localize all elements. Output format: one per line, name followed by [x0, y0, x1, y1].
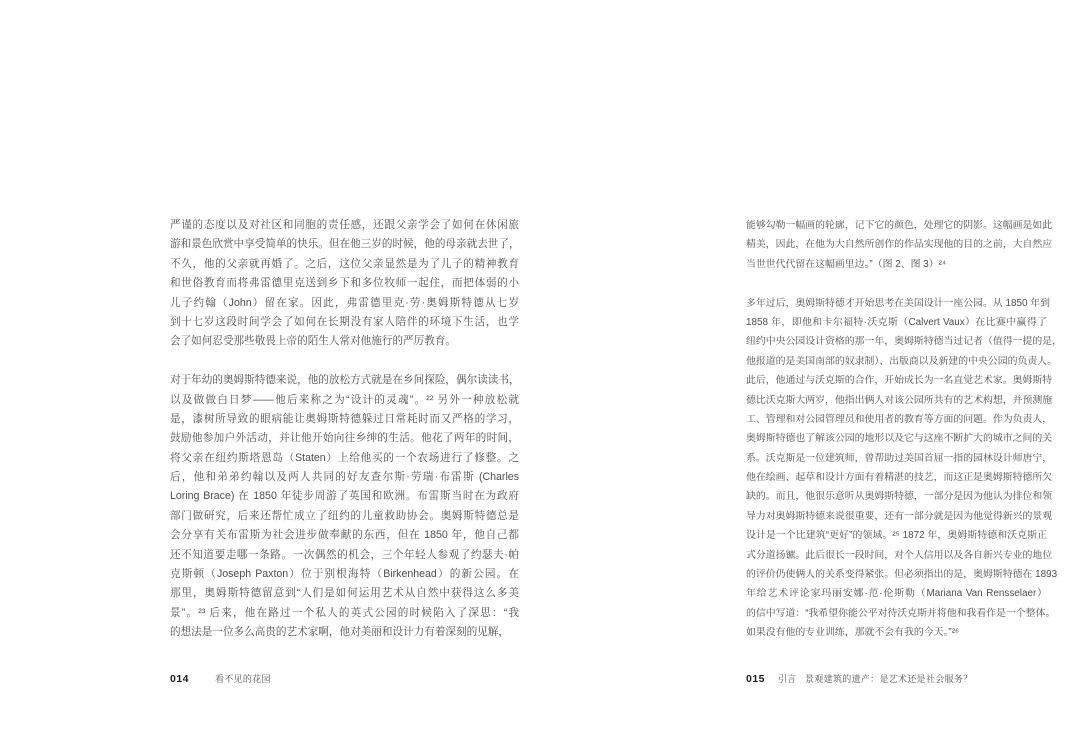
text-line: 鼓励他参加户外活动，并让他开始向往乡绅的生活。他花了两年的时间，	[170, 432, 519, 445]
text-line: 不久，他的父亲就再婚了。之后，这位父亲显然是为了儿子的精神教育	[170, 257, 519, 270]
text-line: 他在绘画、起草和设计方面有着精湛的技艺，而这正是奥姆斯特德所欠	[746, 472, 1053, 484]
text-line: 将父亲在纽约斯塔恩岛（Staten）上给他买的一个农场进行了修整。之	[170, 451, 519, 464]
text-line: 以及做做白日梦——他后来称之为“设计的灵魂”。²² 另外一种放松就	[170, 393, 519, 406]
text-line: 工、管理和对公园管理员和使用者的教育等方面的问题。作为负责人，	[746, 413, 1053, 425]
text-line: 多年过后，奥姆斯特德才开始思考在美国设计一座公园。从 1850 年到	[746, 297, 1050, 309]
text-line: 系。沃克斯是一位建筑师，曾帮助过美国首屈一指的园林设计师唐宁，	[746, 452, 1053, 464]
text-line: 的评价仍使俩人的关系变得紧张。但必须指出的是，奥姆斯特德在 1893	[746, 569, 1058, 581]
text-line: 年给艺术评论家玛丽安娜·范·伦斯勒（Mariana Van Rensselaer）	[746, 588, 1047, 600]
text-line: 景”。²³ 后来，他在路过一个私人的英式公园的时候陷入了深思：“我	[170, 606, 519, 619]
text-line: 和世俗教育而将弗雷德里克送到乡下和多位牧师一起住，而把体弱的小	[170, 277, 519, 290]
paragraph	[746, 216, 1053, 274]
text-line: Loring Brace) 在 1850 年徒步周游了英国和欧洲。布雷斯当时在为政府	[170, 490, 519, 503]
running-title: 景观建筑的遗产：是艺术还是社会服务？	[805, 674, 973, 684]
text-line: 的信中写道：“我希望你能公平对待沃克斯并将他和我看作是一个整体。	[746, 607, 1056, 619]
text-line: 如果没有他的专业训练，那就不会有我的今天。”²⁶	[746, 627, 960, 639]
text-line: 还不知道要走哪一条路。一次偶然的机会，三个年轻人参观了约瑟夫·帕	[170, 548, 519, 561]
text-line: 他报道的是美国南部的奴隶制）、出版商以及新建的中央公园的负责人。	[746, 355, 1058, 367]
text-line: 纽约中央公园设计资格的那一年，奥姆斯特德当过记者（值得一提的是，	[746, 336, 1063, 348]
left-page-text-column	[170, 216, 519, 643]
text-line: 那里，奥姆斯特德留意到“人们是如何运用艺术从自然中获得这么多美	[170, 587, 519, 600]
text-line: 精美，因此，在他为大自然所创作的作品实现他的目的之前，大自然应	[746, 239, 1053, 251]
text-line: 导力对奥姆斯特德来说很重要，还有一部分就是因为他觉得新兴的景观	[746, 510, 1053, 522]
text-line: 设计是一个比建筑“更好”的领域。²⁵ 1872 年，奥姆斯特德和沃克斯正	[746, 530, 1047, 542]
text-line: 到十七岁这段时间学会了如何在长期没有家人陪伴的环境下生活，也学	[170, 315, 519, 328]
text-line: 克斯顿（Joseph Paxton）位于别根海特（Birkenhead）的新公园。在	[170, 568, 519, 581]
text-line: 奥姆斯特德也了解该公园的地形以及它与这座不断扩大的城市之间的关	[746, 433, 1053, 445]
text-line: 严谨的态度以及对社区和同胞的责任感，还跟父亲学会了如何在休闲旅	[170, 219, 519, 231]
text-line: 游和景色欣赏中享受简单的快乐。但在他三岁的时候，他的母亲就去世了，	[170, 238, 520, 251]
text-line: 会了如何忍受那些敬畏上帝的陌生人常对他施行的严厉教育。	[170, 335, 457, 348]
text-line: 此后，他通过与沃克斯的合作，开始成长为一名直觉艺术家。奥姆斯特	[746, 375, 1053, 387]
text-line: 会分享有关布雷斯为社会进步做奉献的东西，但在 1850 年，他自己都	[170, 529, 519, 542]
paragraph	[746, 294, 1063, 643]
right-page-text-column	[746, 216, 1063, 643]
text-line: 儿子约翰（John）留在家。因此，弗雷德里克·劳·奥姆斯特德从七岁	[170, 296, 519, 309]
paragraph	[170, 216, 519, 352]
page-number: 015	[746, 673, 766, 685]
text-line: 德比沃克斯大两岁，他指出俩人对该公园所共有的艺术构想，并预测施	[746, 394, 1053, 406]
text-line: 式分道扬镳。此后很长一段时间，对个人信用以及各自新兴专业的地位	[746, 549, 1053, 561]
paragraph	[170, 371, 519, 642]
text-line: 是，漆树所导致的眼病能让奥姆斯特德躲过日常耗时而又严格的学习，	[170, 412, 519, 425]
left-page-footer	[170, 672, 271, 685]
text-line: 部门做研究，后来还帮忙成立了纽约的儿童救助协会。奥姆斯特德总是	[170, 509, 519, 522]
section-label: 引言	[778, 674, 797, 684]
text-line: 的想法是一位多么高贵的艺术家啊，他对美丽和设计力有着深刻的见解，	[170, 626, 509, 639]
text-line: 后，他和弟弟约翰以及两人共同的好友查尔斯·劳瑞·布雷斯 (Charles	[170, 471, 519, 484]
text-line: 能够勾勒一幅画的轮廓，记下它的颜色，处理它的阴影。这幅画是如此	[746, 220, 1053, 231]
text-line: 1858 年，即他和卡尔福特·沃克斯（Calvert Vaux）在比赛中赢得了	[746, 316, 1047, 328]
right-page-footer	[746, 672, 972, 685]
text-line: 当世世代代留在这幅画里边。”（图 2、图 3）²⁴	[746, 258, 947, 270]
page-number: 014	[170, 673, 190, 685]
text-line: 缺的。而且，他很乐意听从奥姆斯特德，一部分是因为他认为排位和领	[746, 491, 1053, 503]
text-line: 对于年幼的奥姆斯特德来说，他的放松方式就是在乡间探险，偶尔读读书，	[170, 374, 520, 387]
running-title: 看不见的花园	[215, 674, 271, 684]
